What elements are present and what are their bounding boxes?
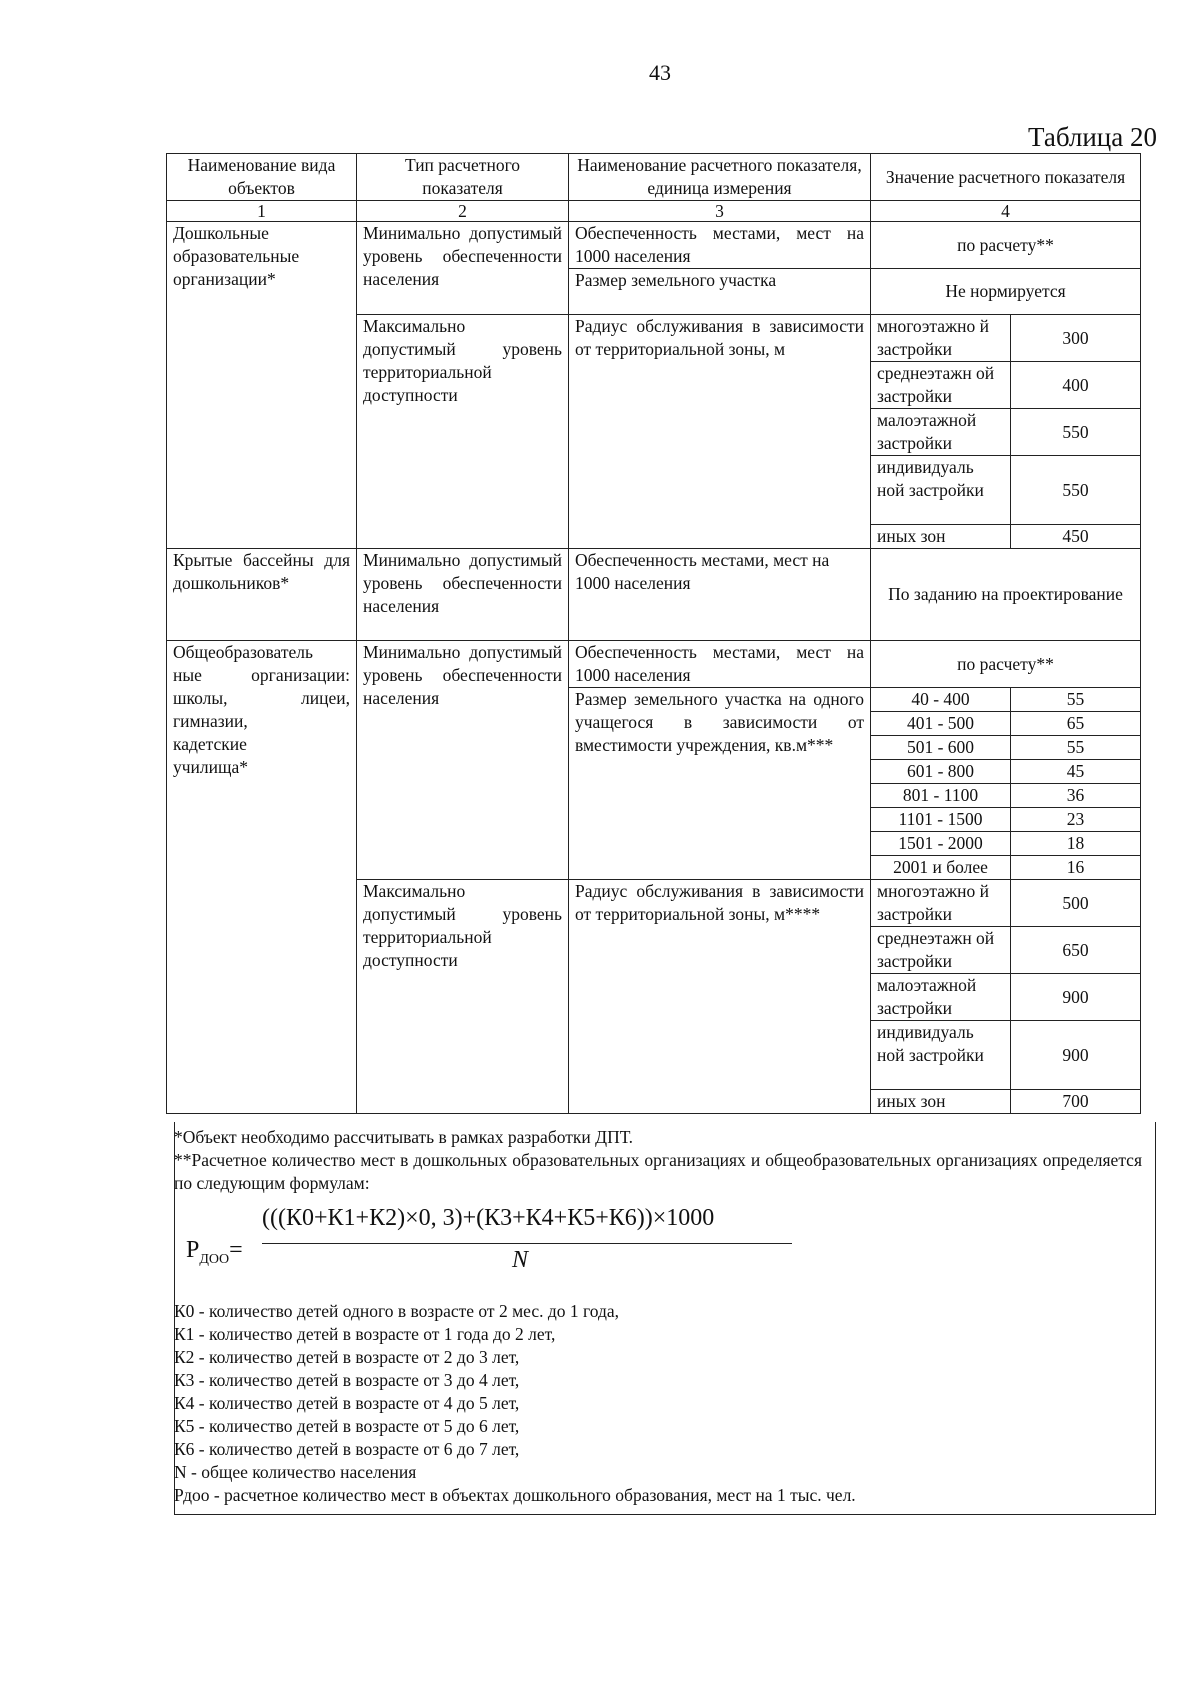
schools-name-line: училища* — [173, 757, 249, 777]
note-1: *Объект необходимо рассчитывать в рамках разработки ДПТ. — [174, 1127, 634, 1147]
capacity-range: 801 - 1100 — [871, 784, 1011, 808]
column-number-row — [167, 201, 1141, 222]
definition-item: К0 - количество детей одного в возрасте от 2 мес. до 1 года, — [174, 1301, 620, 1321]
doo-zone-label: малоэтажной застройки — [871, 409, 1011, 456]
capacity-range: 1501 - 2000 — [871, 832, 1011, 856]
doo-zone-label: среднеэтажн ой застройки — [871, 362, 1011, 409]
col-number-3: 3 — [569, 201, 871, 222]
capacity-range: 1101 - 1500 — [871, 808, 1011, 832]
definition-item: К4 - количество детей в возрасте от 4 до 5 лет, — [174, 1393, 520, 1413]
pools-value: По заданию на проектирование — [871, 549, 1141, 641]
fraction-bar — [262, 1243, 792, 1244]
schools-value-places: по расчету** — [871, 641, 1141, 688]
capacity-range: 501 - 600 — [871, 736, 1011, 760]
schools-zone-label: малоэтажной застройки — [871, 974, 1011, 1021]
capacity-range: 40 - 400 — [871, 688, 1011, 712]
schools-name-line: кадетские — [173, 734, 247, 754]
definitions-list — [174, 1300, 1142, 1507]
col-number-4: 4 — [871, 201, 1141, 222]
header-col-1: Наименование вида объектов — [167, 154, 357, 201]
definition-item: К2 - количество детей в возрасте от 2 до 3 лет, — [174, 1347, 520, 1367]
doo-type-max: Максимально допустимый уровень территориальной доступности — [357, 315, 569, 549]
schools-zone-value: 900 — [1011, 974, 1141, 1021]
schools-name-line: Общеобразователь — [173, 642, 313, 662]
capacity-range: 601 - 800 — [871, 760, 1011, 784]
schools-zone-value: 500 — [1011, 880, 1141, 927]
schools-indicator-land: Размер земельного участка на одного учащегося в зависимости от вместимости учреждения, кв.м*** — [569, 688, 871, 880]
capacity-value: 55 — [1011, 688, 1141, 712]
doo-indicator-places: Обеспеченность местами, мест на 1000 населения — [569, 222, 871, 269]
header-col-3: Наименование расчетного показателя, единица измерения — [569, 154, 871, 201]
definition-item: К6 - количество детей в возрасте от 6 до 7 лет, — [174, 1439, 520, 1459]
formula-denominator: N — [512, 1247, 529, 1273]
schools-name-line: гимназии, — [173, 711, 248, 731]
col-number-2: 2 — [357, 201, 569, 222]
doo-zone-value: 550 — [1011, 409, 1141, 456]
schools-zone-value: 900 — [1011, 1021, 1141, 1090]
capacity-value: 36 — [1011, 784, 1141, 808]
schools-indicator-radius: Радиус обслуживания в зависимости от территориальной зоны, м**** — [569, 880, 871, 1114]
capacity-value: 65 — [1011, 712, 1141, 736]
schools-type-min: Минимально допустимый уровень обеспеченности населения — [357, 641, 569, 880]
schools-zone-label: многоэтажно й застройки — [871, 880, 1011, 927]
formula-symbol: Р — [186, 1237, 200, 1263]
doo-name: Дошкольные образовательные организации* — [167, 222, 357, 549]
schools-zone-value: 650 — [1011, 927, 1141, 974]
capacity-value: 45 — [1011, 760, 1141, 784]
schools-zone-label: индивидуаль ной застройки — [871, 1021, 1011, 1090]
formula-equals: = — [229, 1237, 243, 1263]
schools-zone-label: иных зон — [871, 1090, 1011, 1114]
definition-item: N - общее количество населения — [174, 1462, 417, 1482]
header-row — [167, 154, 1141, 201]
schools-name-line: школы, лицеи, — [173, 688, 350, 708]
doo-zone-value: 450 — [1011, 525, 1141, 549]
header-col-4: Значение расчетного показателя — [871, 154, 1141, 201]
schools-type-max: Максимально допустимый уровень территориальной доступности — [357, 880, 569, 1114]
capacity-value: 18 — [1011, 832, 1141, 856]
doo-zone-label: иных зон — [871, 525, 1011, 549]
doo-type-min: Минимально допустимый уровень обеспеченности населения — [357, 222, 569, 315]
capacity-range: 2001 и более — [871, 856, 1011, 880]
capacity-value: 55 — [1011, 736, 1141, 760]
header-col-2: Тип расчетного показателя — [357, 154, 569, 201]
doo-indicator-land: Размер земельного участка — [569, 269, 871, 315]
doo-indicator-radius: Радиус обслуживания в зависимости от территориальной зоны, м — [569, 315, 871, 549]
pools-indicator-places: Обеспеченность местами, мест на 1000 населения — [569, 549, 871, 641]
doo-zone-label: многоэтажно й застройки — [871, 315, 1011, 362]
capacity-value: 23 — [1011, 808, 1141, 832]
pools-type-min: Минимально допустимый уровень обеспеченности населения — [357, 549, 569, 641]
doo-zone-value: 300 — [1011, 315, 1141, 362]
definition-item: Рдоо - расчетное количество мест в объектах дошкольного образования, мест на 1 тыс. чел. — [174, 1485, 856, 1505]
schools-zone-label: среднеэтажн ой застройки — [871, 927, 1011, 974]
doo-zone-value: 400 — [1011, 362, 1141, 409]
doo-zone-label: индивидуаль ной застройки — [871, 456, 1011, 525]
standards-table — [166, 153, 1141, 1114]
notes — [174, 1126, 1142, 1195]
page-number: 43 — [649, 60, 671, 85]
table-caption: Таблица 20 — [1028, 122, 1157, 152]
schools-zone-value: 700 — [1011, 1090, 1141, 1114]
schools-indicator-places: Обеспеченность местами, мест на 1000 населения — [569, 641, 871, 688]
formula-subscript: ДОО — [199, 1251, 230, 1267]
formula — [186, 1205, 806, 1295]
formula-numerator: (((К0+К1+К2)×0, 3)+(К3+К4+К5+К6))×1000 — [262, 1205, 715, 1231]
capacity-value: 16 — [1011, 856, 1141, 880]
doo-value-places: по расчету** — [871, 222, 1141, 269]
definition-item: К3 - количество детей в возрасте от 3 до 4 лет, — [174, 1370, 520, 1390]
doo-zone-value: 550 — [1011, 456, 1141, 525]
doo-value-land: Не нормируется — [871, 269, 1141, 315]
schools-name — [167, 641, 357, 1114]
capacity-range: 401 - 500 — [871, 712, 1011, 736]
definition-item: К1 - количество детей в возрасте от 1 года до 2 лет, — [174, 1324, 556, 1344]
formula-left — [186, 1237, 243, 1268]
col-number-1: 1 — [167, 201, 357, 222]
note-2: **Расчетное количество мест в дошкольных образовательных организациях и общеобразовательных организациях определяется по следующим формулам: — [174, 1150, 1142, 1193]
schools-name-line: ные организации: — [173, 665, 350, 685]
definition-item: К5 - количество детей в возрасте от 5 до 6 лет, — [174, 1416, 520, 1436]
pools-name: Крытые бассейны для дошкольников* — [167, 549, 357, 641]
